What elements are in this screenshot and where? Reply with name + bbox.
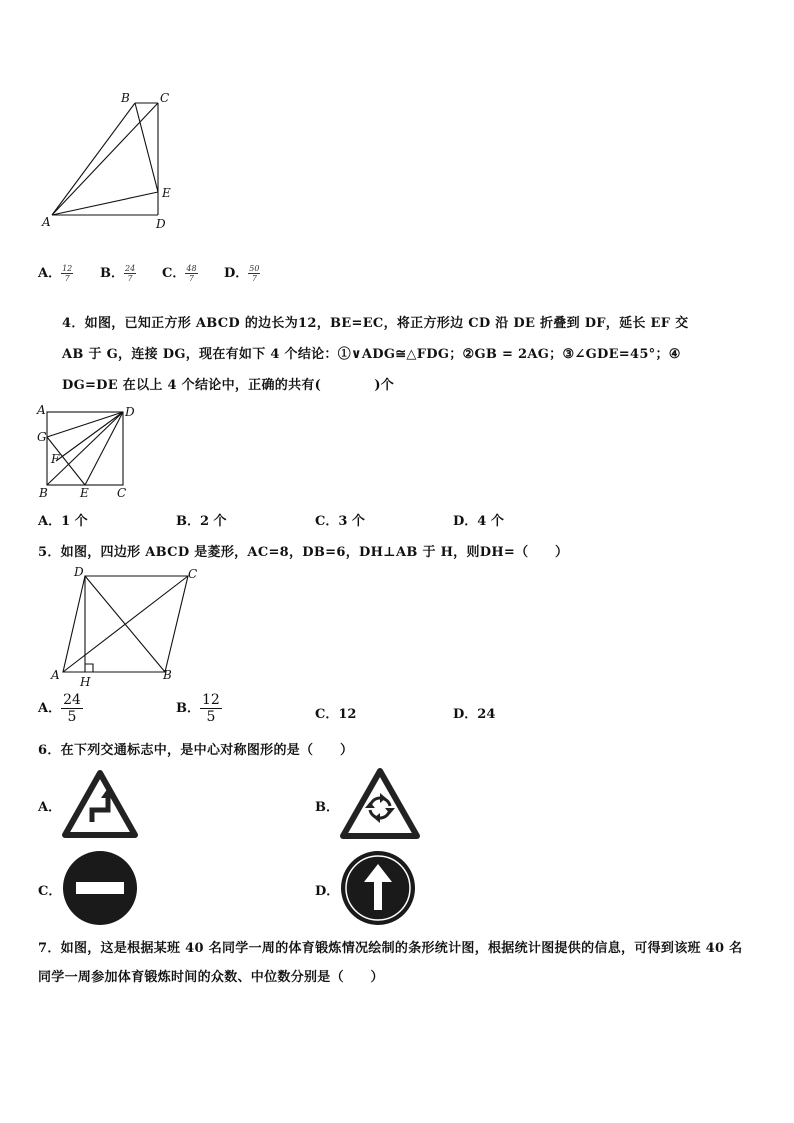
q5-option-a: A． $\frac{24}{5}$ bbox=[38, 692, 81, 725]
q5-option-c: C．12 bbox=[315, 707, 357, 722]
q3-option-b: B． $\frac{24}{7}$ bbox=[100, 264, 136, 283]
q4-stem-line2: AB 于 G，连接 DG，现在有如下 4 个结论：①∨ADG≅△FDG；②GB = 2AG；③∠GDE=45°；④ bbox=[62, 347, 681, 362]
q4-label-f: F bbox=[51, 452, 60, 466]
q5-stem: 5．如图，四边形 ABCD 是菱形，AC=8，DB=6，DH⊥AB 于 H，则DH=（ ） bbox=[38, 545, 569, 560]
q4-label-c: C bbox=[117, 486, 127, 500]
q3-label-b: B bbox=[121, 91, 130, 105]
q5-label-b: B bbox=[163, 668, 172, 682]
q4-label-a: A bbox=[37, 403, 46, 417]
q5-label-c: C bbox=[188, 567, 198, 581]
q4-option-b: B．2 个 bbox=[176, 514, 227, 529]
q6-option-d-letter: D． bbox=[315, 884, 340, 899]
q4-option-c: C．3 个 bbox=[315, 514, 365, 529]
q3-label-a: A bbox=[42, 215, 51, 229]
q3-figure bbox=[40, 88, 180, 233]
q5-figure bbox=[48, 562, 208, 690]
q4-option-d: D．4 个 bbox=[453, 514, 504, 529]
q4-label-d: D bbox=[125, 405, 135, 419]
q4-label-g: G bbox=[37, 430, 47, 444]
q3-label-c: C bbox=[160, 91, 170, 105]
q4-stem-line3: DG=DE 在以上 4 个结论中，正确的共有( )个 bbox=[62, 378, 395, 393]
q4-figure bbox=[36, 402, 136, 502]
q4-stem-line1: 4．如图，已知正方形 ABCD 的边长为12，BE=EC，将正方形边 CD 沿 DE 折叠到 DF，延长 EF 交 bbox=[62, 316, 689, 331]
q3-label-e: E bbox=[162, 186, 171, 200]
no-entry-sign-icon bbox=[62, 850, 138, 926]
q3-option-a: A． $\frac{12}{7}$ bbox=[38, 264, 73, 283]
reverse-curve-warning-sign-icon bbox=[62, 770, 138, 838]
q3-label-d: D bbox=[156, 217, 166, 231]
q5-label-d: D bbox=[74, 565, 84, 579]
q5-label-a: A bbox=[51, 668, 60, 682]
q5-label-h: H bbox=[80, 675, 91, 689]
q3-option-c: C． $\frac{48}{7}$ bbox=[162, 264, 197, 283]
q7-stem-line1: 7．如图，这是根据某班 40 名同学一周的体育锻炼情况绘制的条形统计图，根据统计图提供的信息，可得到该班 40 名 bbox=[38, 941, 743, 956]
q6-option-b-letter: B． bbox=[315, 800, 339, 815]
q3-option-d: D． $\frac{50}{7}$ bbox=[224, 264, 260, 283]
q4-label-b: B bbox=[39, 486, 48, 500]
q7-stem-line2: 同学一周参加体育锻炼时间的众数、中位数分别是（ ） bbox=[38, 970, 384, 985]
roundabout-warning-sign-icon bbox=[340, 768, 420, 840]
q6-option-c-letter: C． bbox=[38, 884, 62, 899]
q4-option-a: A．1 个 bbox=[38, 514, 88, 529]
q6-stem: 6．在下列交通标志中，是中心对称图形的是（ ） bbox=[38, 743, 354, 758]
q6-option-a-letter: A． bbox=[38, 800, 62, 815]
q4-label-e: E bbox=[80, 486, 89, 500]
q5-option-d: D．24 bbox=[453, 707, 496, 722]
straight-ahead-sign-icon bbox=[340, 850, 416, 926]
q5-option-b: B． $\frac{12}{5}$ bbox=[176, 692, 220, 725]
